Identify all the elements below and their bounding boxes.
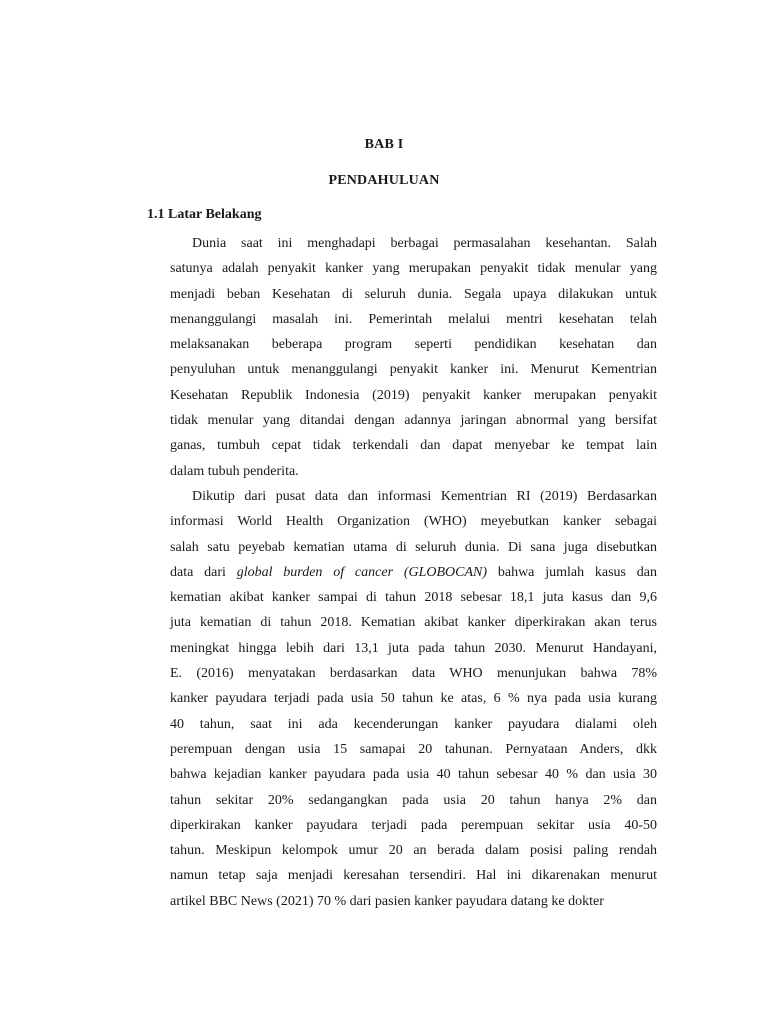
text-line: kematian akibat kanker sampai di tahun 2018 sebesar 18,1 juta kasus dan 9,6 bbox=[170, 590, 657, 606]
chapter-title: PENDAHULUAN bbox=[328, 173, 440, 188]
text-line: menanggulangi masalah ini. Pemerintah melalui mentri kesehatan telah bbox=[170, 311, 657, 327]
text-line: penyuluhan untuk menanggulangi penyakit kanker ini. Menurut Kementrian bbox=[170, 362, 657, 378]
text-line: Kesehatan Republik Indonesia (2019) penyakit kanker merupakan penyakit bbox=[170, 387, 657, 403]
text-line: dalam tubuh penderita. bbox=[170, 463, 299, 479]
text-line: 40 tahun, saat ini ada kecenderungan kanker payudara dialami oleh bbox=[170, 716, 657, 732]
section-heading: 1.1 Latar Belakang bbox=[147, 207, 262, 222]
text-line: meningkat hingga lebih dari 13,1 juta pada tahun 2030. Menurut Handayani, bbox=[170, 640, 657, 656]
text-line: tahun sekitar 20% sedangangkan pada usia 20 tahun hanya 2% dan bbox=[170, 792, 657, 808]
text-line bbox=[170, 560, 657, 585]
text-line: E. (2016) menyatakan berdasarkan data WHO menunjukan bahwa 78% bbox=[170, 666, 657, 682]
paragraph-2 bbox=[170, 484, 657, 914]
text-line: salah satu peyebab kematian utama di seluruh dunia. Di sana juga disebutkan bbox=[170, 539, 657, 555]
text-segment: bahwa jumlah kasus dan bbox=[487, 564, 658, 580]
text-line: juta kematian di tahun 2018. Kematian akibat kanker diperkirakan akan terus bbox=[170, 615, 657, 631]
text-line: menjadi beban Kesehatan di seluruh dunia. Segala upaya dilakukan untuk bbox=[170, 286, 657, 302]
italic-term: global burden of cancer (GLOBOCAN) bbox=[236, 564, 488, 580]
paragraph-1 bbox=[170, 231, 657, 484]
text-line: Dunia saat ini menghadapi berbagai permasalahan kesehantan. Salah bbox=[192, 236, 657, 251]
text-line: bahwa kejadian kanker payudara pada usia 40 tahun sebesar 40 % dan usia 30 bbox=[170, 767, 657, 783]
text-line: diperkirakan kanker payudara terjadi pada perempuan sekitar usia 40-50 bbox=[170, 817, 657, 833]
text-line: informasi World Health Organization (WHO) meyebutkan kanker sebagai bbox=[170, 514, 657, 530]
text-line: artikel BBC News (2021) 70 % dari pasien kanker payudara datang ke dokter bbox=[170, 893, 604, 909]
text-line: tahun. Meskipun kelompok umur 20 an berada dalam posisi paling rendah bbox=[170, 843, 657, 859]
text-line: tidak menular yang ditandai dengan adannya jaringan abnormal yang bersifat bbox=[170, 413, 657, 429]
text-line: kanker payudara terjadi pada usia 50 tahun ke atas, 6 % nya pada usia kurang bbox=[170, 691, 657, 707]
text-line: satunya adalah penyakit kanker yang merupakan penyakit tidak menular yang bbox=[170, 261, 657, 277]
text-segment: data dari bbox=[170, 564, 237, 580]
text-line: namun tetap saja menjadi keresahan tersendiri. Hal ini dikarenakan menurut bbox=[170, 868, 657, 884]
text-line: Dikutip dari pusat data dan informasi Kementrian RI (2019) Berdasarkan bbox=[192, 488, 657, 504]
text-line: ganas, tumbuh cepat tidak terkendali dan dapat menyebar ke tempat lain bbox=[170, 438, 657, 454]
body-text bbox=[170, 231, 657, 914]
chapter-number: BAB I bbox=[364, 137, 404, 152]
text-line: perempuan dengan usia 15 samapai 20 tahunan. Pernyataan Anders, dkk bbox=[170, 741, 657, 757]
text-line: melaksanakan beberapa program seperti pendidikan kesehatan dan bbox=[170, 337, 657, 353]
